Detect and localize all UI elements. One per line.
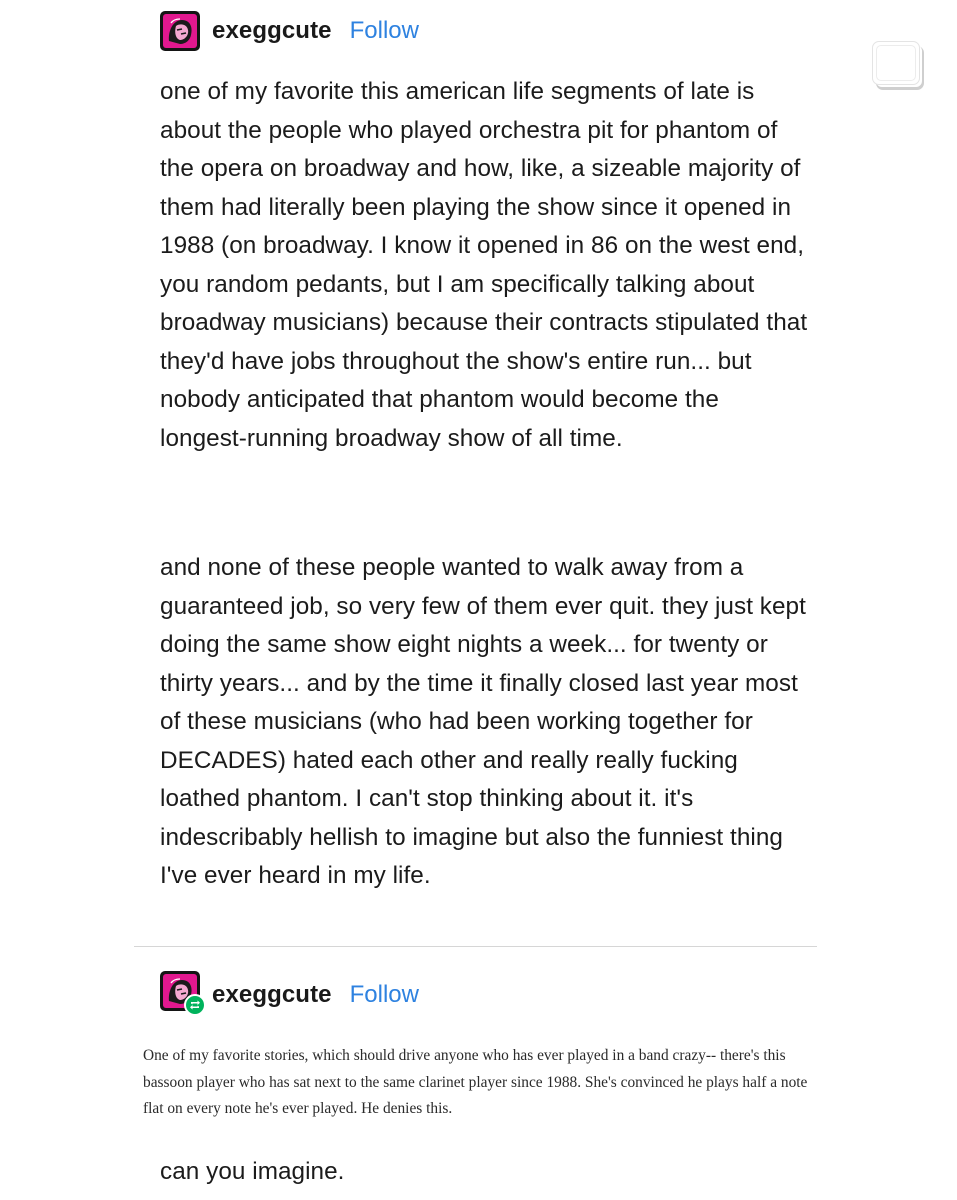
avatar-icon[interactable] bbox=[160, 11, 200, 51]
quoted-text: One of my favorite stories, which should drive anyone who has ever played in a band crazy-- there's this bassoon player who has sat next to the same clarinet player since 1988. She's convinced he plays half a note flat on every note he's ever played. He denies this. bbox=[143, 1047, 808, 1118]
reblog-header bbox=[160, 973, 419, 1017]
reblog-divider bbox=[134, 946, 817, 947]
checkbox-inner bbox=[876, 45, 916, 81]
checkbox-icon[interactable] bbox=[872, 41, 920, 85]
reblog-avatar[interactable] bbox=[160, 971, 208, 1019]
reblog-icon bbox=[184, 994, 206, 1016]
post-paragraph: and none of these people wanted to walk away from a guaranteed job, so very few of them ever quit. they just kept doing the same show eight nights a week... for twenty or thirty years... and by the time it finally closed last year most of these musicians (who had been working together for DECADES) hated each other and really really fucking loathed phantom. I can't stop thinking about it. it's indescribably hellish to imagine but also the funniest thing I've ever heard in my life. bbox=[160, 554, 806, 889]
username-link[interactable]: exeggcute bbox=[212, 17, 332, 44]
post-header bbox=[160, 11, 419, 51]
post-paragraph: one of my favorite this american life segments of late is about the people who played orchestra pit for phantom of the opera on broadway and how, like, a sizeable majority of them had literally been playing the show since it opened in 1988 (on broadway. I know it opened in 86 on the west end, you random pedants, but I am specifically talking about broadway musicians) because their contracts stipulated that they'd have jobs throughout the show's entire run... but nobody anticipated that phantom would become the longest-running broadway show of all time. bbox=[160, 78, 808, 452]
follow-button[interactable]: Follow bbox=[349, 981, 419, 1008]
username-link[interactable]: exeggcute bbox=[212, 981, 332, 1008]
follow-button[interactable]: Follow bbox=[349, 17, 419, 44]
reblog-reply: can you imagine. bbox=[160, 1158, 345, 1185]
